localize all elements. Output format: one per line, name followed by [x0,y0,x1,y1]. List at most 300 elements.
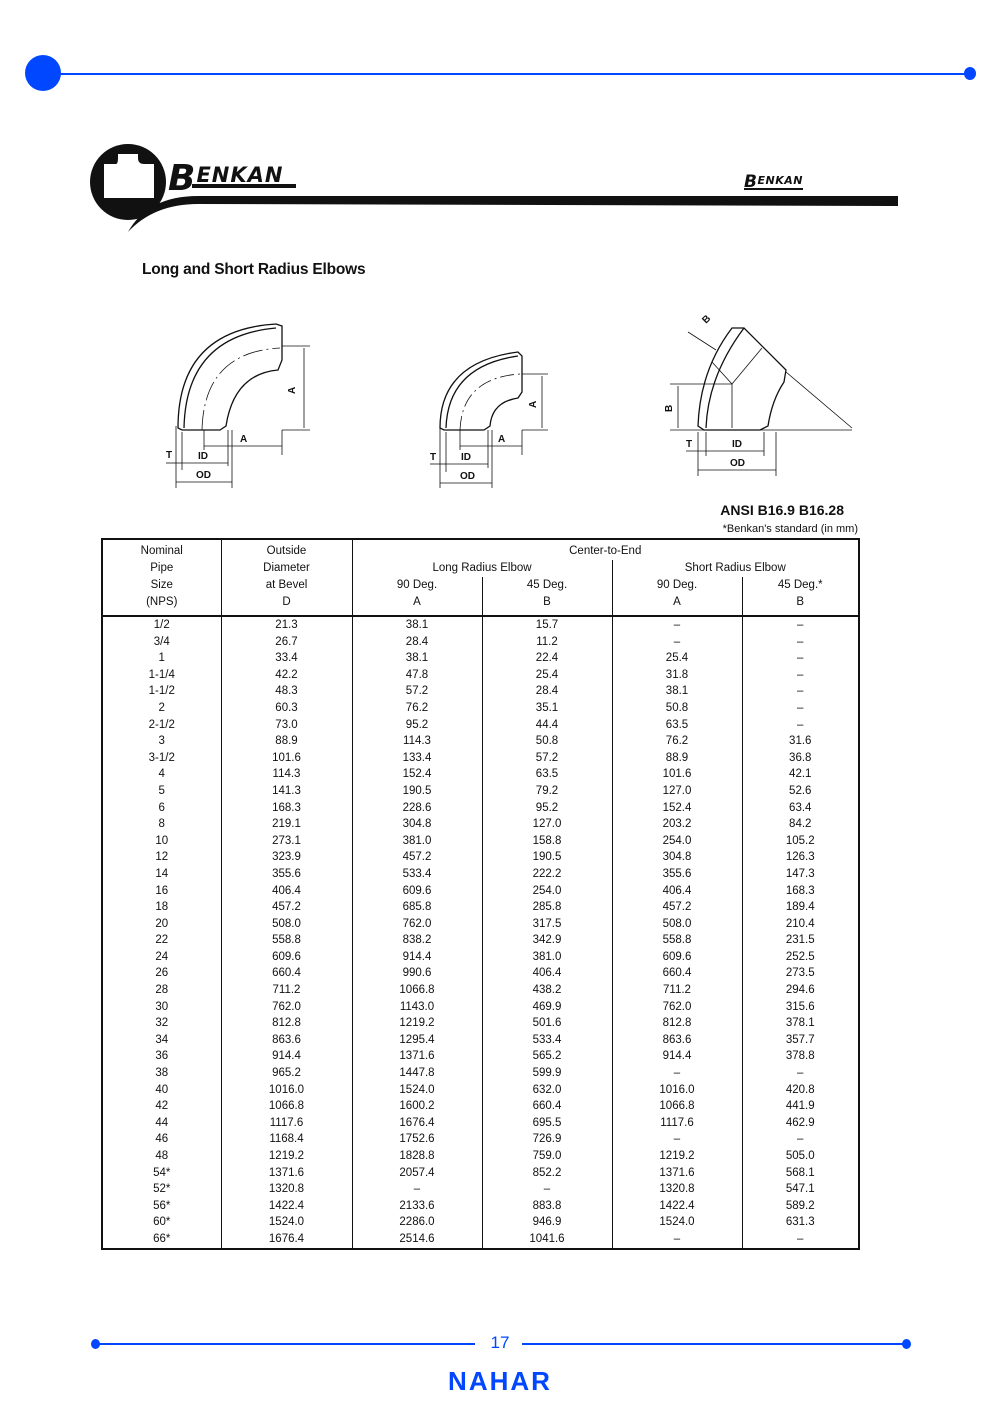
cell-sr-90: 558.8 [612,932,742,949]
cell-lr-45: 79.2 [482,783,612,800]
cell-lr-90: – [352,1181,482,1198]
footer-divider-right [522,1343,906,1345]
cell-outside-diameter: 26.7 [221,634,352,651]
cell-sr-90: – [612,1131,742,1148]
cell-lr-45: 222.2 [482,866,612,883]
table-row [103,866,858,883]
cell-sr-45: 63.4 [789,801,812,814]
cell-nps: 2-1/2 [103,717,221,734]
cell-outside-diameter: 1524.0 [221,1214,352,1231]
cell-sr-45: – [797,635,804,648]
cell-sr-90: 152.4 [612,800,742,817]
brand-rest: ENKAN [757,174,803,187]
cell-sr-45: – [797,1067,804,1080]
cell-nps: 18 [103,899,221,916]
table-row [103,849,858,866]
cell-sr-90: 406.4 [612,883,742,900]
cell-outside-diameter: 323.9 [221,849,352,866]
cell-outside-diameter: 73.0 [221,717,352,734]
cell-lr-45: 501.6 [482,1015,612,1032]
cell-outside-diameter: 33.4 [221,650,352,667]
cell-lr-90: 2133.6 [352,1198,482,1215]
cell-nps: 56* [103,1198,221,1215]
cell-sr-45: 420.8 [785,1083,815,1096]
cell-lr-90: 2514.6 [352,1231,482,1248]
header-center-to-end: Center-to-End [569,545,642,557]
cell-outside-diameter: 863.6 [221,1032,352,1049]
cell-lr-90: 190.5 [352,783,482,800]
cell-lr-45: 63.5 [482,766,612,783]
header-lr-90 [352,577,482,616]
cell-outside-diameter: 273.1 [221,833,352,850]
brand-initial: B [168,158,197,199]
footer-left-dot [91,1339,100,1349]
cell-sr-45: – [797,652,804,665]
cell-outside-diameter: 114.3 [221,766,352,783]
header-outside-diameter [221,540,352,616]
cell-outside-diameter: 1371.6 [221,1165,352,1182]
dim-label-id: ID [198,451,208,462]
cell-outside-diameter: 914.4 [221,1048,352,1065]
header-short-radius: Short Radius Elbow [684,562,786,574]
table-row [103,916,858,933]
cell-sr-45: – [797,685,804,698]
cell-outside-diameter: 1422.4 [221,1198,352,1215]
cell-nps: 46 [103,1131,221,1148]
cell-outside-diameter: 101.6 [221,750,352,767]
cell-sr-45: 589.2 [785,1199,815,1212]
cell-outside-diameter: 762.0 [221,999,352,1016]
cell-outside-diameter: 1117.6 [221,1115,352,1132]
cell-lr-45: 660.4 [482,1098,612,1115]
cell-lr-90: 1676.4 [352,1115,482,1132]
elbow-diagrams [140,300,870,500]
cell-nps: 14 [103,866,221,883]
cell-sr-90: 101.6 [612,766,742,783]
table-row [103,634,858,651]
cell-lr-90: 1600.2 [352,1098,482,1115]
cell-lr-90: 2057.4 [352,1165,482,1182]
table-row [103,1231,858,1248]
cell-outside-diameter: 1066.8 [221,1098,352,1115]
table-row [103,783,858,800]
cell-sr-90: 1524.0 [612,1214,742,1231]
cell-sr-90: 254.0 [612,833,742,850]
dim-label-a: A [498,434,506,445]
cell-nps: 26 [103,965,221,982]
cell-lr-45: 533.4 [482,1032,612,1049]
cell-sr-45: – [797,718,804,731]
cell-outside-diameter: 60.3 [221,700,352,717]
cell-sr-45: – [797,619,804,631]
cell-sr-45: 36.8 [789,751,812,764]
cell-lr-90: 381.0 [352,833,482,850]
cell-nps: 1-1/4 [103,667,221,684]
cell-sr-45: 631.3 [785,1216,815,1229]
table-row [103,1065,858,1082]
table-row [103,650,858,667]
cell-lr-45: 127.0 [482,816,612,833]
cell-lr-90: 38.1 [352,616,482,634]
dim-label-id: ID [732,439,742,450]
cell-sr-90: 63.5 [612,717,742,734]
table-row [103,1115,858,1132]
cell-lr-45: 28.4 [482,683,612,700]
header-line: 90 Deg. [396,579,438,591]
cell-sr-45: – [797,668,804,681]
header-line: 90 Deg. [656,579,698,591]
cell-nps: 38 [103,1065,221,1082]
cell-sr-45: 462.9 [785,1116,815,1129]
cell-nps: 28 [103,982,221,999]
cell-sr-90: 1066.8 [612,1098,742,1115]
table-row [103,965,858,982]
cell-sr-45: 357.7 [785,1033,815,1046]
top-divider-line [40,73,970,75]
cell-sr-45: 126.3 [785,851,815,864]
cell-lr-90: 133.4 [352,750,482,767]
cell-lr-45: 22.4 [482,650,612,667]
cell-lr-45: 57.2 [482,750,612,767]
cell-nps: 42 [103,1098,221,1115]
table-row [103,616,858,634]
cell-lr-90: 95.2 [352,717,482,734]
cell-lr-45: 381.0 [482,949,612,966]
cell-sr-90: 711.2 [612,982,742,999]
standard-label: ANSI B16.9 B16.28 [720,502,844,518]
short-radius-90-elbow-diagram [430,352,548,488]
cell-nps: 48 [103,1148,221,1165]
cell-nps: 54* [103,1165,221,1182]
cell-sr-45: 273.5 [785,967,815,980]
header-sr-90 [612,577,742,616]
cell-lr-45: 158.8 [482,833,612,850]
cell-outside-diameter: 168.3 [221,800,352,817]
table-row [103,1181,858,1198]
header-line: A [673,596,681,608]
cell-nps: 66* [103,1231,221,1248]
long-radius-90-elbow-diagram [166,324,310,488]
cell-lr-90: 838.2 [352,932,482,949]
dim-label-a: A [287,386,298,394]
cell-nps: 1-1/2 [103,683,221,700]
cell-outside-diameter: 1016.0 [221,1082,352,1099]
cell-nps: 30 [103,999,221,1016]
cell-nps: 3/4 [103,634,221,651]
cell-sr-45: – [797,701,804,714]
cell-sr-45: 441.9 [785,1100,815,1113]
cell-sr-90: 1016.0 [612,1082,742,1099]
dim-label-t: T [686,439,693,450]
elbow-45-deg-diagram [670,328,852,476]
cell-lr-90: 38.1 [352,650,482,667]
cell-nps: 24 [103,949,221,966]
dim-label-t: T [430,452,437,463]
table-row [103,816,858,833]
table-row [103,1165,858,1182]
header-line: Pipe [150,562,174,574]
header-long-radius: Long Radius Elbow [352,560,612,577]
cell-sr-45: 294.6 [785,984,815,997]
cell-sr-45: 378.1 [785,1017,815,1030]
dim-label-id: ID [461,452,471,463]
cell-nps: 2 [103,700,221,717]
cell-sr-90: 609.6 [612,949,742,966]
cell-lr-90: 1828.8 [352,1148,482,1165]
brand-initial: B [744,172,758,192]
header-line: Size [150,579,173,591]
table-row [103,999,858,1016]
section-title: Long and Short Radius Elbows [142,261,366,278]
cell-lr-45: 469.9 [482,999,612,1016]
cell-nps: 3-1/2 [103,750,221,767]
cell-lr-90: 2286.0 [352,1214,482,1231]
cell-sr-90: 1219.2 [612,1148,742,1165]
cell-sr-45: 84.2 [789,818,812,831]
cell-outside-diameter: 1676.4 [221,1231,352,1248]
cell-outside-diameter: 609.6 [221,949,352,966]
cell-sr-45: 168.3 [785,884,815,897]
dim-label-od: OD [730,458,745,469]
header-line: (NPS) [146,596,178,608]
footer-divider-left [95,1343,475,1345]
cell-lr-45: 852.2 [482,1165,612,1182]
cell-lr-90: 1752.6 [352,1131,482,1148]
header-line: B [543,596,551,608]
cell-outside-diameter: 1168.4 [221,1131,352,1148]
cell-nps: 4 [103,766,221,783]
cell-sr-90: 50.8 [612,700,742,717]
cell-lr-45: – [482,1181,612,1198]
cell-nps: 3 [103,733,221,750]
table-row [103,1198,858,1215]
cell-lr-45: 285.8 [482,899,612,916]
table-row [103,1082,858,1099]
cell-lr-90: 152.4 [352,766,482,783]
brand-name-large [168,158,283,199]
cell-sr-90: 660.4 [612,965,742,982]
header-sr-45 [742,577,858,616]
cell-sr-45: 568.1 [785,1166,815,1179]
cell-lr-90: 533.4 [352,866,482,883]
cell-lr-45: 11.2 [482,634,612,651]
cell-lr-45: 438.2 [482,982,612,999]
cell-sr-90: – [612,1065,742,1082]
cell-outside-diameter: 355.6 [221,866,352,883]
cell-outside-diameter: 1320.8 [221,1181,352,1198]
table-row [103,766,858,783]
cell-lr-90: 1524.0 [352,1082,482,1099]
cell-sr-45: 505.0 [785,1150,815,1162]
table-row [103,1214,858,1231]
table-row [103,1131,858,1148]
cell-lr-90: 47.8 [352,667,482,684]
cell-nps: 5 [103,783,221,800]
cell-outside-diameter: 406.4 [221,883,352,900]
cell-sr-90: 127.0 [612,783,742,800]
elbow-dimension-table [101,538,860,1250]
table-row [103,1098,858,1115]
cell-lr-90: 114.3 [352,733,482,750]
top-left-dot [25,55,61,91]
table-row [103,683,858,700]
table-row [103,667,858,684]
cell-sr-45: 315.6 [785,1000,815,1013]
dim-label-od: OD [196,470,211,481]
cell-outside-diameter: 42.2 [221,667,352,684]
cell-sr-45: 252.5 [785,950,815,963]
dim-label-t: T [166,450,173,461]
cell-sr-90: 914.4 [612,1048,742,1065]
cell-lr-45: 95.2 [482,800,612,817]
cell-sr-45: 31.6 [789,735,812,748]
cell-nps: 40 [103,1082,221,1099]
cell-lr-45: 317.5 [482,916,612,933]
cell-lr-90: 1371.6 [352,1048,482,1065]
header-line: Diameter [263,562,310,574]
table-row [103,899,858,916]
cell-sr-45: 210.4 [785,917,815,930]
cell-outside-diameter: 812.8 [221,1015,352,1032]
table-row [103,717,858,734]
cell-lr-90: 28.4 [352,634,482,651]
header-line: Outside [266,545,307,557]
cell-lr-45: 599.9 [482,1065,612,1082]
cell-lr-90: 1447.8 [352,1065,482,1082]
cell-sr-90: 88.9 [612,750,742,767]
header-line: B [796,596,805,608]
cell-sr-90: 355.6 [612,866,742,883]
cell-outside-diameter: 88.9 [221,733,352,750]
cell-lr-90: 57.2 [352,683,482,700]
table-row [103,800,858,817]
dim-label-b: B [700,313,714,327]
cell-nps: 22 [103,932,221,949]
header-lr-45 [482,577,612,616]
cell-sr-45: 231.5 [785,934,815,947]
cell-outside-diameter: 457.2 [221,899,352,916]
cell-lr-90: 914.4 [352,949,482,966]
table-row [103,1148,858,1165]
cell-sr-90: 1320.8 [612,1181,742,1198]
cell-sr-45: 189.4 [785,901,815,914]
footer-right-dot [902,1339,911,1349]
cell-lr-45: 35.1 [482,700,612,717]
page-number: 17 [490,1333,510,1352]
header-line: Nominal [140,545,183,557]
standard-note: *Benkan's standard (in mm) [722,523,858,535]
cell-lr-90: 1143.0 [352,999,482,1016]
cell-lr-45: 695.5 [482,1115,612,1132]
table-row [103,833,858,850]
cell-nps: 52* [103,1181,221,1198]
cell-outside-diameter: 711.2 [221,982,352,999]
top-right-dot [964,67,976,80]
dim-label-a: A [240,434,248,445]
header-nps [103,540,221,616]
cell-nps: 1/2 [103,616,221,634]
publisher-name: NAHAR [448,1366,552,1396]
dim-label-b: B [664,404,675,412]
table-row [103,1048,858,1065]
cell-sr-90: 1117.6 [612,1115,742,1132]
cell-nps: 6 [103,800,221,817]
cell-sr-90: 762.0 [612,999,742,1016]
cell-lr-45: 342.9 [482,932,612,949]
table-row [103,1015,858,1032]
cell-lr-45: 565.2 [482,1048,612,1065]
cell-sr-90: – [612,634,742,651]
cell-sr-90: – [612,616,742,634]
header-line: A [413,596,421,608]
cell-lr-45: 50.8 [482,733,612,750]
cell-lr-45: 632.0 [482,1082,612,1099]
cell-lr-90: 228.6 [352,800,482,817]
cell-sr-90: 1371.6 [612,1165,742,1182]
cell-lr-90: 762.0 [352,916,482,933]
cell-lr-45: 44.4 [482,717,612,734]
cell-sr-90: 25.4 [612,650,742,667]
table-row [103,932,858,949]
table-body [103,616,858,1248]
cell-nps: 20 [103,916,221,933]
cell-lr-45: 190.5 [482,849,612,866]
cell-lr-90: 990.6 [352,965,482,982]
cell-nps: 8 [103,816,221,833]
cell-outside-diameter: 141.3 [221,783,352,800]
cell-nps: 60* [103,1214,221,1231]
cell-lr-45: 25.4 [482,667,612,684]
cell-outside-diameter: 21.3 [221,616,352,634]
cell-outside-diameter: 219.1 [221,816,352,833]
table-row [103,949,858,966]
cell-outside-diameter: 1219.2 [221,1148,352,1165]
header-line: D [282,596,291,608]
header-line: 45 Deg. [526,579,568,591]
cell-sr-45: 52.6 [789,784,812,797]
cell-sr-90: 812.8 [612,1015,742,1032]
cell-sr-45: – [797,1232,804,1245]
cell-lr-45: 406.4 [482,965,612,982]
cell-nps: 34 [103,1032,221,1049]
header-line: 45 Deg.* [777,579,823,591]
cell-lr-90: 1066.8 [352,982,482,999]
cell-sr-45: 547.1 [785,1183,815,1196]
table-row [103,982,858,999]
cell-nps: 36 [103,1048,221,1065]
table-row [103,700,858,717]
cell-nps: 1 [103,650,221,667]
cell-sr-90: 38.1 [612,683,742,700]
brand-rest: ENKAN [196,163,284,187]
cell-outside-diameter: 508.0 [221,916,352,933]
cell-sr-90: 304.8 [612,849,742,866]
cell-lr-45: 15.7 [482,616,612,634]
header-line: at Bevel [265,579,308,591]
cell-lr-90: 685.8 [352,899,482,916]
table-row [103,883,858,900]
cell-lr-45: 254.0 [482,883,612,900]
table-row [103,733,858,750]
table-row [103,1032,858,1049]
cell-sr-90: 863.6 [612,1032,742,1049]
cell-lr-90: 457.2 [352,849,482,866]
cell-sr-45: 105.2 [785,834,815,847]
cell-lr-45: 759.0 [482,1148,612,1165]
cell-nps: 32 [103,1015,221,1032]
cell-lr-90: 609.6 [352,883,482,900]
cell-sr-90: 203.2 [612,816,742,833]
